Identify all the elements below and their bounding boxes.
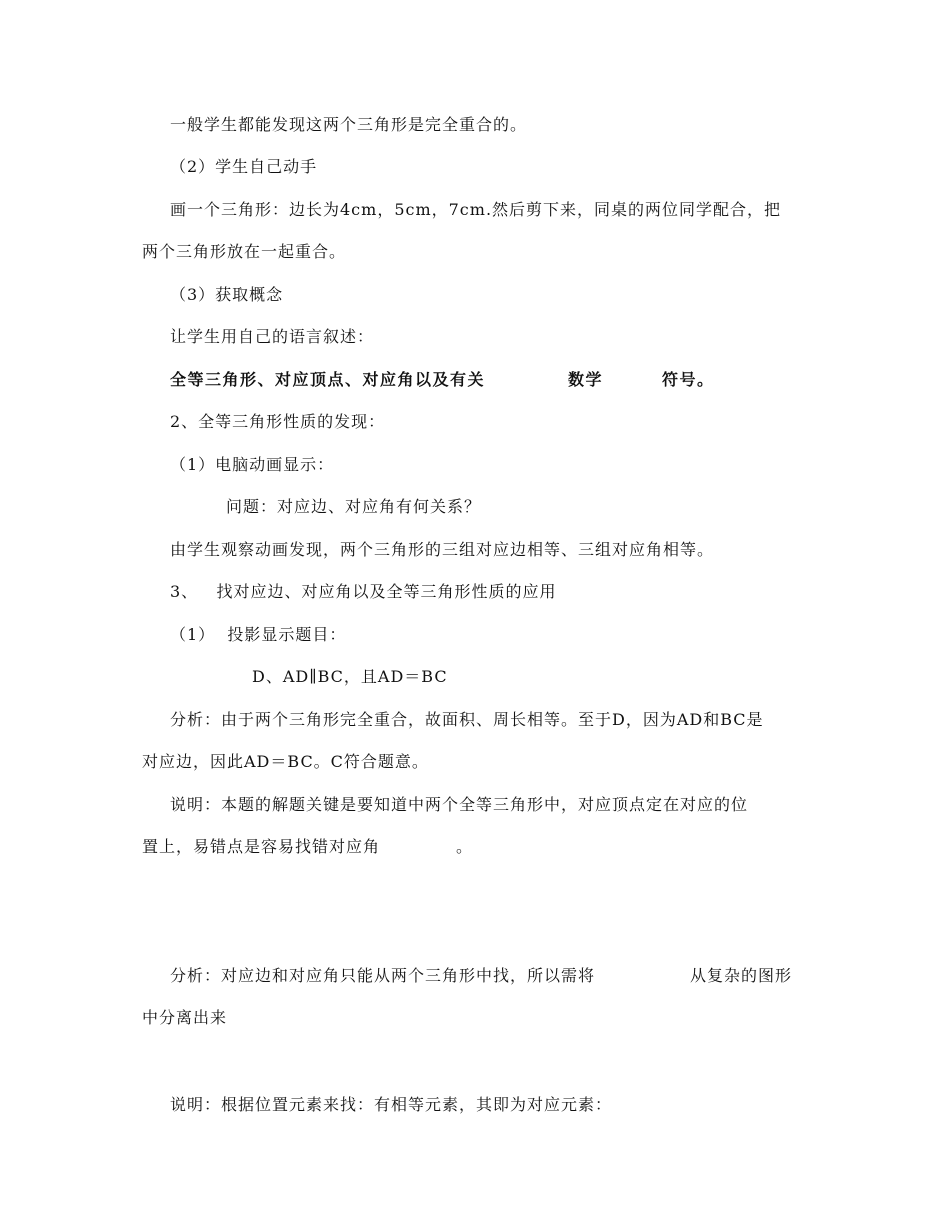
- paragraph-line: 说明：本题的解题关键是要知道中两个全等三角形中，对应顶点定在对应的位: [170, 795, 749, 814]
- section-heading: （1） 投影显示题目：: [170, 625, 347, 644]
- paragraph-line: 由学生观察动画发现，两个三角形的三组对应边相等、三组对应角相等。: [170, 540, 715, 559]
- paragraph-line: 。: [456, 837, 474, 856]
- paragraph-line: 从复杂的图形: [690, 966, 793, 985]
- bold-text-segment: 符号。: [662, 370, 715, 389]
- bold-concept-line: [170, 370, 730, 390]
- section-heading: （2）学生自己动手: [170, 157, 318, 176]
- paragraph-line: 对应边，因此AD＝BC。C符合题意。: [142, 752, 429, 771]
- option-line: D、AD∥BC，且AD＝BC: [252, 667, 448, 686]
- section-heading: 2、全等三角形性质的发现：: [170, 412, 386, 431]
- paragraph-line: 分析：对应边和对应角只能从两个三角形中找，所以需将: [170, 966, 596, 985]
- bold-text-segment: 数学: [568, 370, 604, 389]
- paragraph-line: 一般学生都能发现这两个三角形是完全重合的。: [170, 115, 528, 134]
- paragraph-line: 分析：由于两个三角形完全重合，故面积、周长相等。至于D，因为AD和BC是: [170, 710, 764, 729]
- question-line: 问题：对应边、对应角有何关系？: [226, 497, 482, 516]
- paragraph-line: 中分离出来: [142, 1008, 228, 1027]
- bold-text-segment: 全等三角形、对应顶点、对应角以及有关: [170, 370, 486, 389]
- paragraph-line: 说明：根据位置元素来找：有相等元素，其即为对应元素：: [170, 1095, 613, 1114]
- paragraph-line: 画一个三角形：边长为4cm，5cm，7cm.然后剪下来，同桌的两位同学配合，把: [170, 200, 782, 219]
- section-heading: 3、 找对应边、对应角以及全等三角形性质的应用: [170, 582, 557, 601]
- paragraph-line: 让学生用自己的语言叙述：: [170, 327, 375, 346]
- section-heading: （1）电脑动画显示：: [170, 455, 335, 474]
- paragraph-line: 两个三角形放在一起重合。: [142, 242, 347, 261]
- section-heading: （3）获取概念: [170, 285, 284, 304]
- paragraph-line: 置上，易错点是容易找错对应角: [142, 837, 381, 856]
